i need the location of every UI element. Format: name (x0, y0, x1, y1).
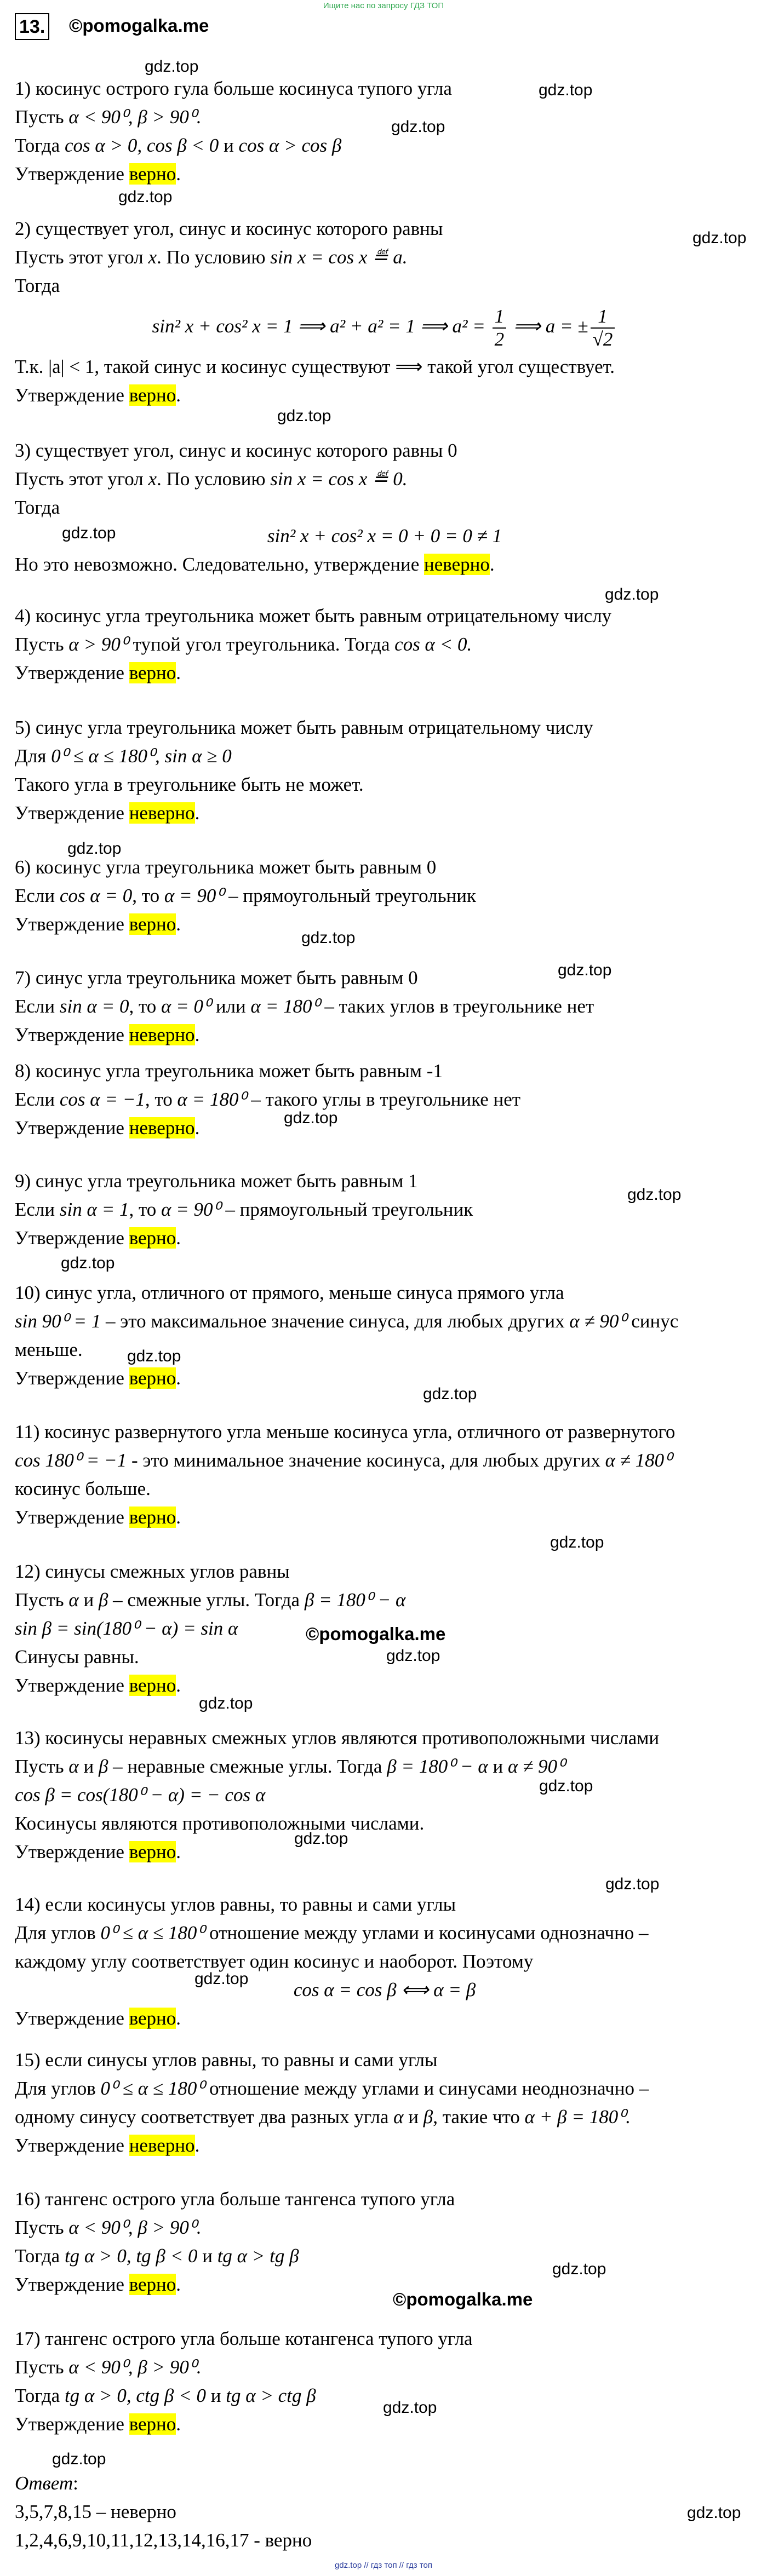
text: Пусть (15, 2356, 69, 2378)
verdict-highlight: неверно (129, 1117, 195, 1138)
condition-line (15, 2213, 754, 2242)
section-6 (15, 853, 754, 939)
section-9 (15, 1167, 754, 1252)
text: – неравные смежные углы. Тогда (108, 1756, 387, 1777)
text: Утверждение (15, 2413, 129, 2435)
text: Тогда (15, 2245, 65, 2267)
math: cos α > 0, cos β < 0 (64, 135, 219, 156)
text: Утверждение (15, 163, 129, 185)
gdz-watermark: gdz.top (284, 1109, 338, 1127)
condition-line (15, 2353, 754, 2382)
math: tg α > tg β (217, 2245, 299, 2267)
equation (15, 1976, 754, 2004)
section-title: 14) если косинусы углов равны, то равны и сами углы (15, 1894, 456, 1915)
math: cos α > cos β (238, 135, 342, 156)
text: . (194, 802, 200, 824)
verdict-line (15, 160, 754, 188)
brand-watermark: ©pomogalka.me (393, 2289, 533, 2309)
gdz-watermark: gdz.top (539, 81, 593, 99)
condition-line (15, 2074, 754, 2103)
math: α ≠ 90⁰ (569, 1310, 627, 1332)
math: sin α = 0 (59, 996, 129, 1017)
text: Пусть (15, 1756, 69, 1777)
condition-line (15, 465, 754, 493)
text: или (211, 996, 251, 1017)
text: . (176, 913, 181, 935)
math: 0⁰ ≤ α ≤ 180⁰, sin α ≥ 0 (51, 745, 232, 767)
text-line (15, 2103, 754, 2131)
verdict-highlight: неверно (129, 1024, 195, 1045)
text: Для углов (15, 1922, 101, 1944)
text-line: Синусы равны. (15, 1646, 139, 1668)
text: – это максимальное значение синуса, для любых других (101, 1310, 570, 1332)
section-12 (15, 1557, 754, 1700)
math: α (68, 1589, 79, 1611)
verdict-highlight: верно (129, 1367, 176, 1389)
text-line: Тогда (15, 497, 60, 518)
section-5 (15, 714, 754, 827)
math: sin x = cos x ≝ 0. (270, 468, 408, 490)
text: : (73, 2473, 78, 2494)
text: Тогда (15, 2385, 65, 2406)
math: cos α = −1 (59, 1089, 145, 1110)
math: α < 90⁰, β > 90⁰. (68, 2356, 202, 2378)
section-14 (15, 1890, 754, 2033)
text: и (219, 135, 239, 156)
section-7 (15, 964, 754, 1049)
text: Утверждение (15, 1117, 129, 1138)
text: Для углов (15, 2078, 101, 2099)
text: Утверждение (15, 1024, 129, 1045)
verdict-highlight: верно (129, 1841, 176, 1862)
text-line: Такого угла в треугольнике быть не может. (15, 774, 364, 795)
text: . (176, 1227, 181, 1249)
math: β (423, 2106, 433, 2128)
text: и (488, 1756, 508, 1777)
text: Пусть этот угол (15, 468, 148, 490)
verdict-highlight: верно (129, 662, 176, 683)
section-title: 2) существует угол, синус и косинус которого равны (15, 218, 443, 239)
equation (15, 300, 754, 353)
section-1 (15, 74, 754, 188)
text: . (176, 1507, 181, 1528)
math: x (148, 246, 157, 268)
derivation-line (15, 2382, 754, 2410)
text: и (78, 1756, 99, 1777)
condition-line (15, 992, 754, 1021)
math: α = 180⁰ (177, 1089, 247, 1110)
math: β = 180⁰ − α (387, 1756, 488, 1777)
section-title: 5) синус угла треугольника может быть равным отрицательному числу (15, 717, 593, 738)
section-8 (15, 1057, 754, 1142)
text: Пусть (15, 634, 69, 655)
math: β (98, 1756, 108, 1777)
text-line: Тогда (15, 275, 60, 296)
section-title: 13) косинусы неравных смежных углов являются противоположными числами (15, 1727, 660, 1749)
math: β (98, 1589, 108, 1611)
verdict-line (15, 1021, 754, 1049)
text: Утверждение (15, 2274, 129, 2295)
text: , такие что (433, 2106, 525, 2128)
gdz-watermark: gdz.top (277, 407, 331, 425)
text: . (176, 384, 181, 406)
section-title: 7) синус угла треугольника может быть равным 0 (15, 967, 418, 988)
section-11 (15, 1418, 754, 1532)
text: Утверждение (15, 1675, 129, 1696)
text: Утверждение (15, 1367, 129, 1389)
math: α > 90⁰ (68, 634, 128, 655)
gdz-watermark: gdz.top (552, 2260, 606, 2278)
text: Утверждение (15, 2135, 129, 2156)
section-title: 3) существует угол, синус и косинус которого равны 0 (15, 440, 457, 461)
math: sin x = cos x ≝ a. (270, 246, 408, 268)
math: ⟹ a = ± (508, 315, 588, 337)
math: 0⁰ ≤ α ≤ 180⁰ (100, 1922, 205, 1944)
math: cos 180⁰ = −1 (15, 1450, 127, 1471)
text: и (78, 1589, 99, 1611)
verdict-line (15, 2004, 754, 2033)
verdict-line (15, 1671, 754, 1700)
condition-line (15, 1307, 754, 1336)
gdz-watermark: gdz.top (605, 1875, 660, 1893)
verdict-highlight: верно (129, 2413, 176, 2435)
section-title: 6) косинус угла треугольника может быть равным 0 (15, 856, 437, 878)
text: и (205, 2385, 226, 2406)
math: cos α < 0. (394, 634, 472, 655)
text: Тогда (15, 135, 65, 156)
verdict-line (15, 2410, 754, 2439)
text: . (194, 2135, 200, 2156)
verdict-highlight: верно (129, 1507, 176, 1528)
verdict-line (15, 1114, 754, 1142)
text: . (176, 662, 181, 683)
math: α ≠ 90⁰ (508, 1756, 565, 1777)
gdz-watermark: gdz.top (62, 524, 116, 542)
condition-line (15, 1919, 754, 1947)
math: tg α > ctg β (226, 2385, 316, 2406)
equation (15, 522, 754, 550)
math: sin β = sin(180⁰ − α) = sin α (15, 1618, 238, 1639)
math: tg α > 0, ctg β < 0 (64, 2385, 206, 2406)
fraction (591, 306, 615, 350)
math: tg α > 0, tg β < 0 (64, 2245, 198, 2267)
gdz-watermark: gdz.top (294, 1830, 348, 1848)
text: одному синусу соответствует два разных угла (15, 2106, 394, 2128)
section-title: 11) косинус развернутого угла меньше косинуса угла, отличного от развернутого (15, 1421, 676, 1442)
text: Пусть (15, 106, 69, 128)
text: и (197, 2245, 217, 2267)
section-title: 1) косинус острого гула больше косинуса тупого угла (15, 78, 452, 99)
verdict-highlight: неверно (424, 554, 490, 575)
verdict-line (15, 1364, 754, 1393)
verdict-highlight: неверно (129, 2135, 195, 2156)
math: cos β = cos(180⁰ − α) = − cos α (15, 1784, 266, 1806)
condition-line (15, 1446, 754, 1475)
gdz-watermark: gdz.top (692, 229, 747, 247)
math: sin² x + cos² x = 0 + 0 = 0 ≠ 1 (267, 525, 502, 547)
verdict-line (15, 550, 754, 579)
text: отношение между углами и синусами неоднозначно – (204, 2078, 649, 2099)
verdict-line (15, 2270, 754, 2299)
text: , то (129, 1199, 162, 1220)
math: cos α = cos β ⟺ α = β (293, 1979, 476, 2000)
verdict-line (15, 659, 754, 687)
verdict-line (15, 1838, 754, 1866)
text: . (176, 1675, 181, 1696)
condition-line (15, 742, 754, 771)
text: , то (132, 885, 164, 906)
gdz-watermark: gdz.top (118, 188, 173, 206)
section-title: 12) синусы смежных углов равны (15, 1561, 290, 1582)
math: sin 90⁰ = 1 (15, 1310, 101, 1332)
equation-line (15, 1614, 754, 1643)
text: Пусть (15, 2217, 69, 2238)
text: Утверждение (15, 802, 129, 824)
answer-true-list: 1,2,4,6,9,10,11,12,13,14,16,17 - верно (15, 2529, 312, 2551)
answer-label-line (15, 2469, 754, 2498)
condition-line (15, 1752, 754, 1781)
section-15 (15, 2046, 754, 2160)
text: Для (15, 745, 51, 767)
condition-line (15, 882, 754, 910)
text: . (176, 1367, 181, 1389)
math: sin α = 1 (59, 1199, 129, 1220)
math: cos α = 0 (59, 885, 133, 906)
verdict-line (15, 1224, 754, 1252)
gdz-watermark: gdz.top (687, 2504, 741, 2522)
text: Если (15, 1089, 60, 1110)
verdict-line (15, 2131, 754, 2160)
verdict-highlight: верно (129, 384, 176, 406)
condition-line (15, 1195, 754, 1224)
section-title: 15) если синусы углов равны, то равны и сами углы (15, 2049, 438, 2071)
footer-links[interactable]: gdz.top // гдз топ // гдз топ (334, 2561, 433, 2570)
brand-watermark: ©pomogalka.me (69, 15, 209, 36)
brand-watermark: ©pomogalka.me (306, 1624, 446, 1644)
text-line: меньше. (15, 1339, 83, 1360)
text: – таких углов в треугольнике нет (319, 996, 594, 1017)
section-title: 10) синус угла, отличного от прямого, меньше синуса прямого угла (15, 1282, 564, 1303)
gdz-watermark: gdz.top (627, 1186, 682, 1204)
verdict-highlight: верно (129, 1227, 176, 1249)
section-title: 8) косинус угла треугольника может быть равным -1 (15, 1060, 443, 1082)
text: – прямоугольный треугольник (224, 885, 477, 906)
math: α < 90⁰, β > 90⁰. (68, 2217, 202, 2238)
verdict-highlight: неверно (129, 802, 195, 824)
problem-number: 13. (15, 13, 49, 40)
section-2 (15, 215, 754, 410)
answer-section (15, 2469, 754, 2555)
text: Утверждение (15, 1507, 129, 1528)
text: Пусть (15, 1589, 69, 1611)
section-title: 16) тангенс острого угла больше тангенса тупого угла (15, 2188, 455, 2210)
text: – смежные углы. Тогда (108, 1589, 305, 1611)
math: β = 180⁰ − α (304, 1589, 406, 1611)
gdz-watermark: gdz.top (539, 1777, 593, 1795)
section-13 (15, 1724, 754, 1866)
section-4 (15, 602, 754, 687)
math: α + β = 180⁰. (524, 2106, 631, 2128)
section-17 (15, 2325, 754, 2439)
text-line: каждому углу соответствует один косинус и наоборот. Поэтому (15, 1951, 534, 1972)
text: Утверждение (15, 913, 129, 935)
gdz-watermark: gdz.top (67, 840, 122, 858)
section-3 (15, 436, 754, 579)
math: α (68, 1756, 79, 1777)
verdict-highlight: верно (129, 2008, 176, 2029)
text: Утверждение (15, 384, 129, 406)
math: α = 0⁰ (161, 996, 211, 1017)
gdz-watermark: gdz.top (386, 1647, 440, 1665)
verdict-line (15, 910, 754, 939)
math: α = 180⁰ (250, 996, 320, 1017)
text: тупой угол треугольника. Тогда (128, 634, 395, 655)
math: α = 90⁰ (164, 885, 224, 906)
text: Если (15, 885, 60, 906)
text-line: косинус больше. (15, 1478, 151, 1499)
gdz-watermark: gdz.top (127, 1347, 181, 1365)
verdict-highlight: верно (129, 163, 176, 185)
gdz-watermark: gdz.top (301, 929, 356, 947)
text: , то (129, 996, 162, 1017)
verdict-highlight: верно (129, 913, 176, 935)
text: . (489, 554, 495, 575)
verdict-line (15, 1503, 754, 1532)
gdz-watermark: gdz.top (391, 118, 445, 136)
gdz-watermark: gdz.top (605, 585, 659, 603)
text: Если (15, 1199, 60, 1220)
math: α < 90⁰, β > 90⁰. (68, 106, 202, 128)
text: Утверждение (15, 1841, 129, 1862)
text: . По условию (157, 468, 271, 490)
section-16 (15, 2185, 754, 2299)
text-line: Т.к. |a| < 1, такой синус и косинус существуют ⟹ такой угол существует. (15, 356, 615, 377)
top-search-link[interactable]: Ищите нас по запросу ГДЗ ТОП (323, 1, 444, 10)
math: α ≠ 180⁰ (605, 1450, 672, 1471)
text: . (176, 2274, 181, 2295)
text-line: Косинусы являются противоположными числами. (15, 1813, 425, 1834)
section-title: 4) косинус угла треугольника может быть равным отрицательному числу (15, 605, 612, 626)
section-10 (15, 1279, 754, 1393)
section-title: 9) синус угла треугольника может быть равным 1 (15, 1170, 418, 1192)
gdz-watermark: gdz.top (61, 1254, 115, 1272)
answer-label: Ответ (15, 2473, 73, 2494)
answer-false-list: 3,5,7,8,15 – неверно (15, 2501, 176, 2522)
equation-line (15, 1781, 754, 1809)
text: – прямоугольный треугольник (220, 1199, 473, 1220)
text: . (176, 1841, 181, 1862)
text: . (176, 163, 181, 185)
numerator: 1 (591, 306, 615, 329)
text: . (176, 2008, 181, 2029)
gdz-watermark: gdz.top (383, 2399, 437, 2417)
gdz-watermark: gdz.top (194, 1970, 249, 1988)
verdict-highlight: верно (129, 2274, 176, 2295)
text: Но это невозможно. Следовательно, утверждение (15, 554, 424, 575)
gdz-watermark: gdz.top (199, 1694, 253, 1712)
denominator: 2 (494, 328, 505, 350)
text: . (194, 1024, 200, 1045)
text: отношение между углами и косинусами однозначно – (204, 1922, 649, 1944)
text: Если (15, 996, 60, 1017)
text: и (403, 2106, 423, 2128)
math: sin² x + cos² x = 1 ⟹ a² + a² = 1 ⟹ a² = (152, 315, 490, 337)
text: Пусть этот угол (15, 246, 148, 268)
condition-line (15, 103, 754, 131)
text: Утверждение (15, 2008, 129, 2029)
text: , то (145, 1089, 178, 1110)
verdict-highlight: верно (129, 1675, 176, 1696)
gdz-watermark: gdz.top (423, 1385, 477, 1403)
gdz-watermark: gdz.top (550, 1533, 604, 1551)
math: α (393, 2106, 404, 2128)
text: . По условию (157, 246, 271, 268)
text: - это минимальное значение косинуса, для любых других (127, 1450, 605, 1471)
section-title: 17) тангенс острого угла больше котангенса тупого угла (15, 2328, 473, 2349)
text: синус (626, 1310, 679, 1332)
condition-line (15, 1085, 754, 1114)
condition-line (15, 1586, 754, 1614)
numerator: 1 (493, 306, 507, 329)
gdz-watermark: gdz.top (558, 961, 612, 979)
condition-line (15, 243, 754, 272)
text: . (194, 1117, 200, 1138)
gdz-watermark: gdz.top (145, 58, 199, 76)
condition-line (15, 630, 754, 659)
math: x (148, 468, 157, 490)
text: – такого углы в треугольнике нет (246, 1089, 521, 1110)
gdz-watermark: gdz.top (52, 2450, 106, 2468)
text: Утверждение (15, 662, 129, 683)
math: α = 90⁰ (161, 1199, 221, 1220)
derivation-line (15, 2242, 754, 2270)
text: Утверждение (15, 1227, 129, 1249)
math: 0⁰ ≤ α ≤ 180⁰ (100, 2078, 205, 2099)
verdict-line (15, 799, 754, 827)
verdict-line (15, 381, 754, 410)
fraction (493, 306, 507, 350)
denominator: √2 (592, 328, 613, 350)
text: . (176, 2413, 181, 2435)
derivation-line (15, 131, 754, 160)
